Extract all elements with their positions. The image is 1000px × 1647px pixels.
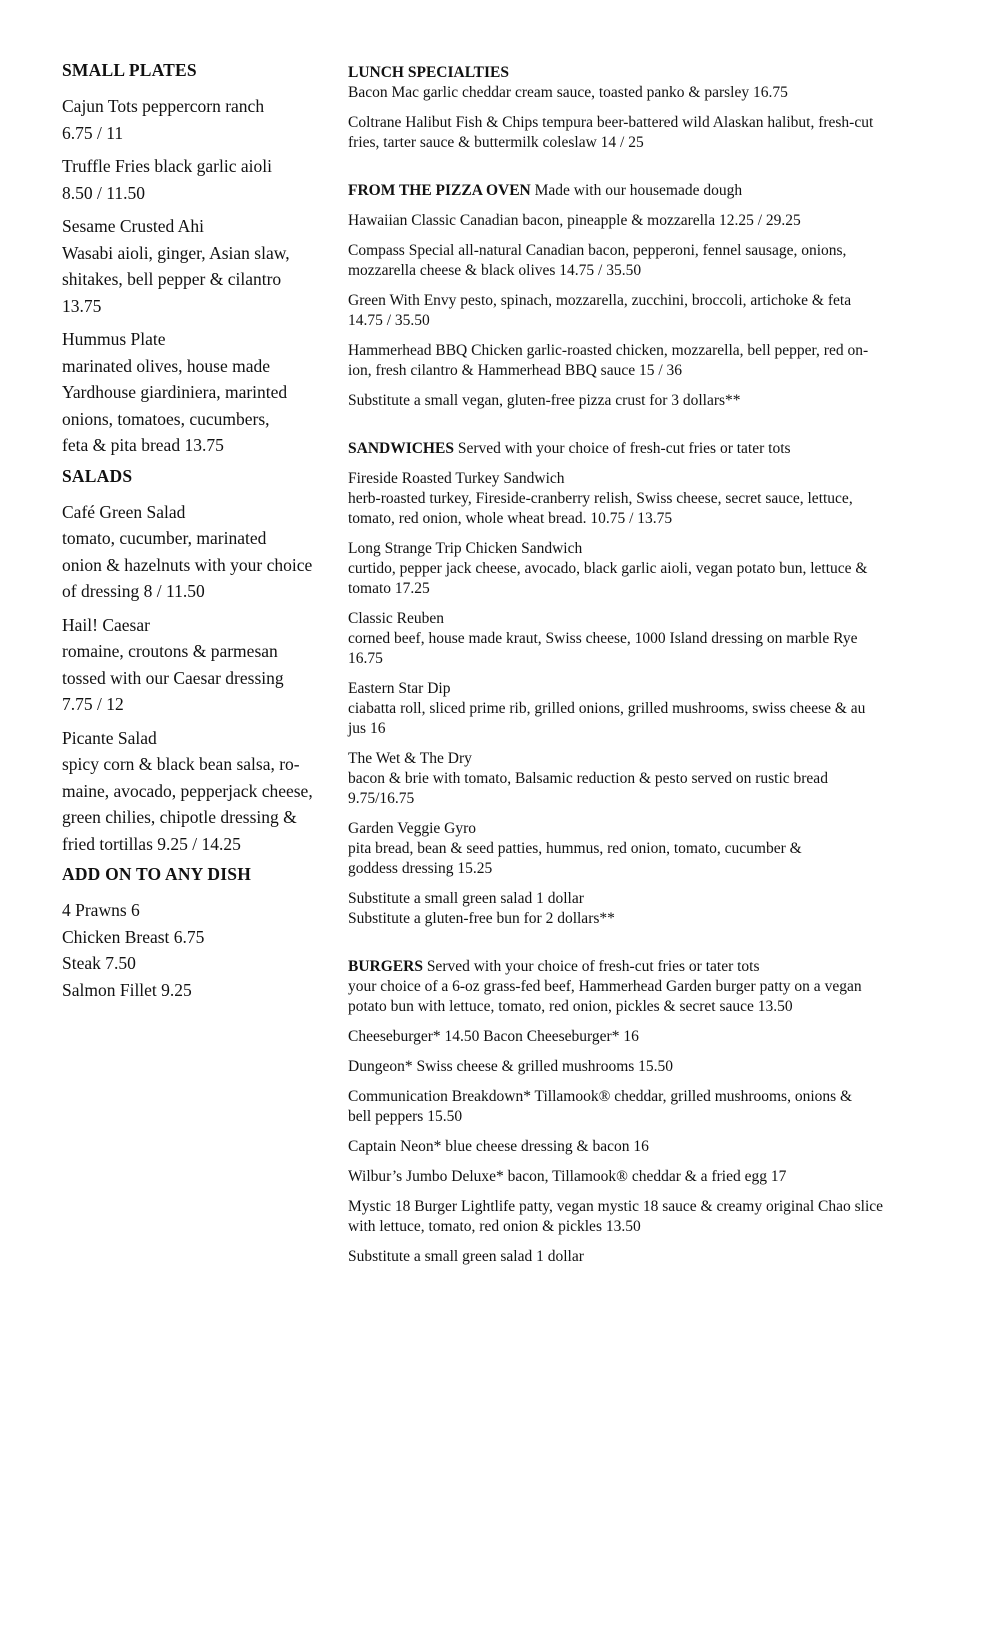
item-line: mozzarella cheese & black olives 14.75 / 35.50 — [348, 262, 642, 279]
item-line: Wilbur’s Jumbo Deluxe* bacon, Tillamook® cheddar & a fried egg 17 — [348, 1168, 787, 1185]
item-line: maine, avocado, pepperjack cheese, — [62, 780, 313, 801]
item-line: 8.50 / 11.50 — [62, 182, 145, 203]
item-line: Hawaiian Classic Canadian bacon, pineapple & mozzarella 12.25 / 29.25 — [348, 212, 801, 229]
item-line: Classic Reuben — [348, 610, 444, 627]
menu-item — [348, 241, 948, 281]
menu-item — [348, 889, 948, 929]
burgers-subtitle: Served with your choice of fresh-cut fries or tater tots — [422, 958, 760, 975]
item-line: 7.75 / 12 — [62, 694, 124, 714]
item-line: Hammerhead BBQ Chicken garlic-roasted chicken, mozzarella, bell pepper, red on- — [348, 342, 869, 359]
lunch-heading-title: LUNCH SPECIALTIES — [348, 64, 509, 81]
item-line: Café Green Salad — [62, 501, 186, 522]
item-line: corned beef, house made kraut, Swiss cheese, 1000 Island dressing on marble Rye — [348, 630, 858, 647]
item-line: of dressing 8 / 11.50 — [62, 581, 205, 601]
item-line: Substitute a gluten-free bun for 2 dollars** — [348, 910, 615, 927]
item-line: onion & hazelnuts with your choice — [62, 554, 313, 575]
item-line: 6.75 / 11 — [62, 122, 124, 143]
burgers-heading-title: BURGERS — [348, 958, 423, 975]
item-line: Communication Breakdown* Tillamook® cheddar, grilled mushrooms, onions & — [348, 1088, 853, 1105]
sandwiches-heading-title: SANDWICHES — [348, 440, 454, 457]
menu-item — [348, 1167, 948, 1187]
item-line: fried tortillas 9.25 / 14.25 — [62, 833, 241, 854]
item-line: Hummus Plate — [62, 329, 166, 349]
item-line: Cajun Tots peppercorn ranch — [62, 96, 265, 116]
item-line: 13.75 — [62, 295, 102, 316]
item-line: Garden Veggie Gyro — [348, 820, 476, 837]
left-column — [62, 60, 342, 1003]
item-line: Coltrane Halibut Fish & Chips tempura beer-battered wild Alaskan halibut, fresh-cut — [348, 114, 874, 131]
item-line: Substitute a small green salad 1 dollar — [348, 1248, 584, 1265]
item-line: Yardhouse giardiniera, marinted — [62, 382, 288, 402]
pizza-subtitle: Made with our housemade dough — [530, 182, 743, 199]
item-line: romaine, croutons & parmesan — [62, 641, 278, 661]
add-on-line: Steak 7.50 — [62, 953, 136, 973]
item-line: Substitute a small vegan, gluten-free pizza crust for 3 dollars** — [348, 392, 741, 409]
item-line: Substitute a small green salad 1 dollar — [348, 890, 584, 907]
item-line: tossed with our Caesar dressing — [62, 667, 284, 688]
item-line: Bacon Mac garlic cheddar cream sauce, toasted panko & parsley 16.75 — [348, 84, 788, 101]
pizza-heading-title: FROM THE PIZZA OVEN — [348, 182, 531, 199]
menu-item — [348, 469, 948, 529]
item-line: green chilies, chipotle dressing & — [62, 807, 297, 827]
sandwiches-subtitle: Served with your choice of fresh-cut fries or tater tots — [453, 440, 791, 457]
menu-item — [348, 391, 948, 411]
add-on-list — [62, 897, 342, 1003]
menu-item — [62, 213, 342, 319]
menu-item — [348, 1247, 948, 1267]
item-line: goddess dressing 15.25 — [348, 860, 493, 877]
menu-item — [348, 539, 948, 599]
item-line: bacon & brie with tomato, Balsamic reduction & pesto served on rustic bread — [348, 770, 828, 787]
menu-item — [348, 819, 948, 879]
menu-item — [62, 612, 342, 718]
lunch-heading — [348, 63, 948, 83]
item-line: potato bun with lettuce, tomato, red onion, pickles & secret sauce 13.50 — [348, 998, 793, 1015]
item-line: tomato, cucumber, marinated — [62, 528, 267, 548]
sandwiches-heading — [348, 439, 948, 459]
item-line: tomato, red onion, whole wheat bread. 10.75 / 13.75 — [348, 510, 673, 527]
menu-item — [62, 499, 342, 605]
item-line: fries, tarter sauce & buttermilk coleslaw 14 / 25 — [348, 134, 644, 151]
item-line: herb-roasted turkey, Fireside-cranberry relish, Swiss cheese, secret sauce, lettuce, — [348, 490, 853, 507]
item-line: your choice of a 6-oz grass-fed beef, Hammerhead Garden burger patty on a vegan — [348, 978, 862, 995]
burgers-block — [348, 957, 948, 1017]
item-line: Cheeseburger* 14.50 Bacon Cheeseburger* 16 — [348, 1028, 639, 1045]
pizza-heading — [348, 181, 948, 201]
burgers-heading — [348, 957, 948, 977]
item-line: ion, fresh cilantro & Hammerhead BBQ sauce 15 / 36 — [348, 362, 683, 379]
menu-item — [348, 211, 948, 231]
section-spacer — [348, 939, 948, 957]
menu-item — [348, 113, 948, 153]
menu-item — [348, 749, 948, 809]
item-line: 14.75 / 35.50 — [348, 312, 430, 329]
item-line: curtido, pepper jack cheese, avocado, black garlic aioli, vegan potato bun, lettuce & — [348, 560, 868, 577]
right-column — [348, 63, 948, 1277]
menu-item — [348, 341, 948, 381]
section-spacer — [348, 421, 948, 439]
add-on-line: 4 Prawns 6 — [62, 900, 140, 920]
add-on-heading: ADD ON TO ANY DISH — [62, 864, 252, 884]
item-line: 9.75/16.75 — [348, 790, 415, 807]
item-line: Hail! Caesar — [62, 614, 150, 635]
section-spacer — [348, 163, 948, 181]
menu-item — [62, 725, 342, 858]
item-line: Fireside Roasted Turkey Sandwich — [348, 470, 565, 487]
item-line: Eastern Star Dip — [348, 680, 451, 697]
menu-item — [348, 83, 948, 103]
menu-item — [348, 1137, 948, 1157]
item-line: 16.75 — [348, 650, 383, 667]
menu-item — [348, 291, 948, 331]
menu-item — [62, 153, 342, 206]
menu-item — [348, 679, 948, 739]
item-line: Dungeon* Swiss cheese & grilled mushrooms 15.50 — [348, 1058, 674, 1075]
item-line: Captain Neon* blue cheese dressing & bacon 16 — [348, 1138, 649, 1155]
menu-item — [348, 1027, 948, 1047]
menu-item — [62, 326, 342, 459]
item-line: Long Strange Trip Chicken Sandwich — [348, 540, 583, 557]
item-line: Mystic 18 Burger Lightlife patty, vegan mystic 18 sauce & creamy original Chao slice — [348, 1198, 884, 1215]
small-plates-list — [62, 93, 342, 459]
item-line: shitakes, bell pepper & cilantro — [62, 269, 282, 289]
item-line: ciabatta roll, sliced prime rib, grilled onions, grilled mushrooms, swiss cheese & au — [348, 700, 866, 717]
small-plates-heading: SMALL PLATES — [62, 60, 197, 80]
menu-item — [62, 93, 342, 146]
menu-item — [348, 1087, 948, 1127]
item-line: Sesame Crusted Ahi — [62, 216, 204, 236]
item-line: feta & pita bread 13.75 — [62, 435, 224, 455]
item-line: bell peppers 15.50 — [348, 1108, 463, 1125]
item-line: onions, tomatoes, cucumbers, — [62, 408, 270, 429]
item-line: marinated olives, house made — [62, 355, 270, 376]
item-line: with lettuce, tomato, red onion & pickles 13.50 — [348, 1218, 641, 1235]
item-line: Picante Salad — [62, 727, 157, 748]
item-line: The Wet & The Dry — [348, 750, 472, 767]
menu-item — [348, 1197, 948, 1237]
add-on-line: Chicken Breast 6.75 — [62, 926, 205, 947]
menu-item — [348, 609, 948, 669]
menu-item — [348, 1057, 948, 1077]
salads-heading: SALADS — [62, 465, 133, 486]
item-line: Truffle Fries black garlic aioli — [62, 156, 272, 176]
add-on-line: Salmon Fillet 9.25 — [62, 979, 192, 1000]
item-line: Wasabi aioli, ginger, Asian slaw, — [62, 242, 290, 263]
salads-list — [62, 499, 342, 858]
item-line: pita bread, bean & seed patties, hummus, red onion, tomato, cucumber & — [348, 840, 802, 857]
item-line: spicy corn & black bean salsa, ro- — [62, 754, 300, 774]
item-line: jus 16 — [348, 720, 386, 737]
item-line: Compass Special all-natural Canadian bacon, pepperoni, fennel sausage, onions, — [348, 242, 847, 259]
item-line: tomato 17.25 — [348, 580, 430, 597]
item-line: Green With Envy pesto, spinach, mozzarella, zucchini, broccoli, artichoke & feta — [348, 292, 852, 309]
